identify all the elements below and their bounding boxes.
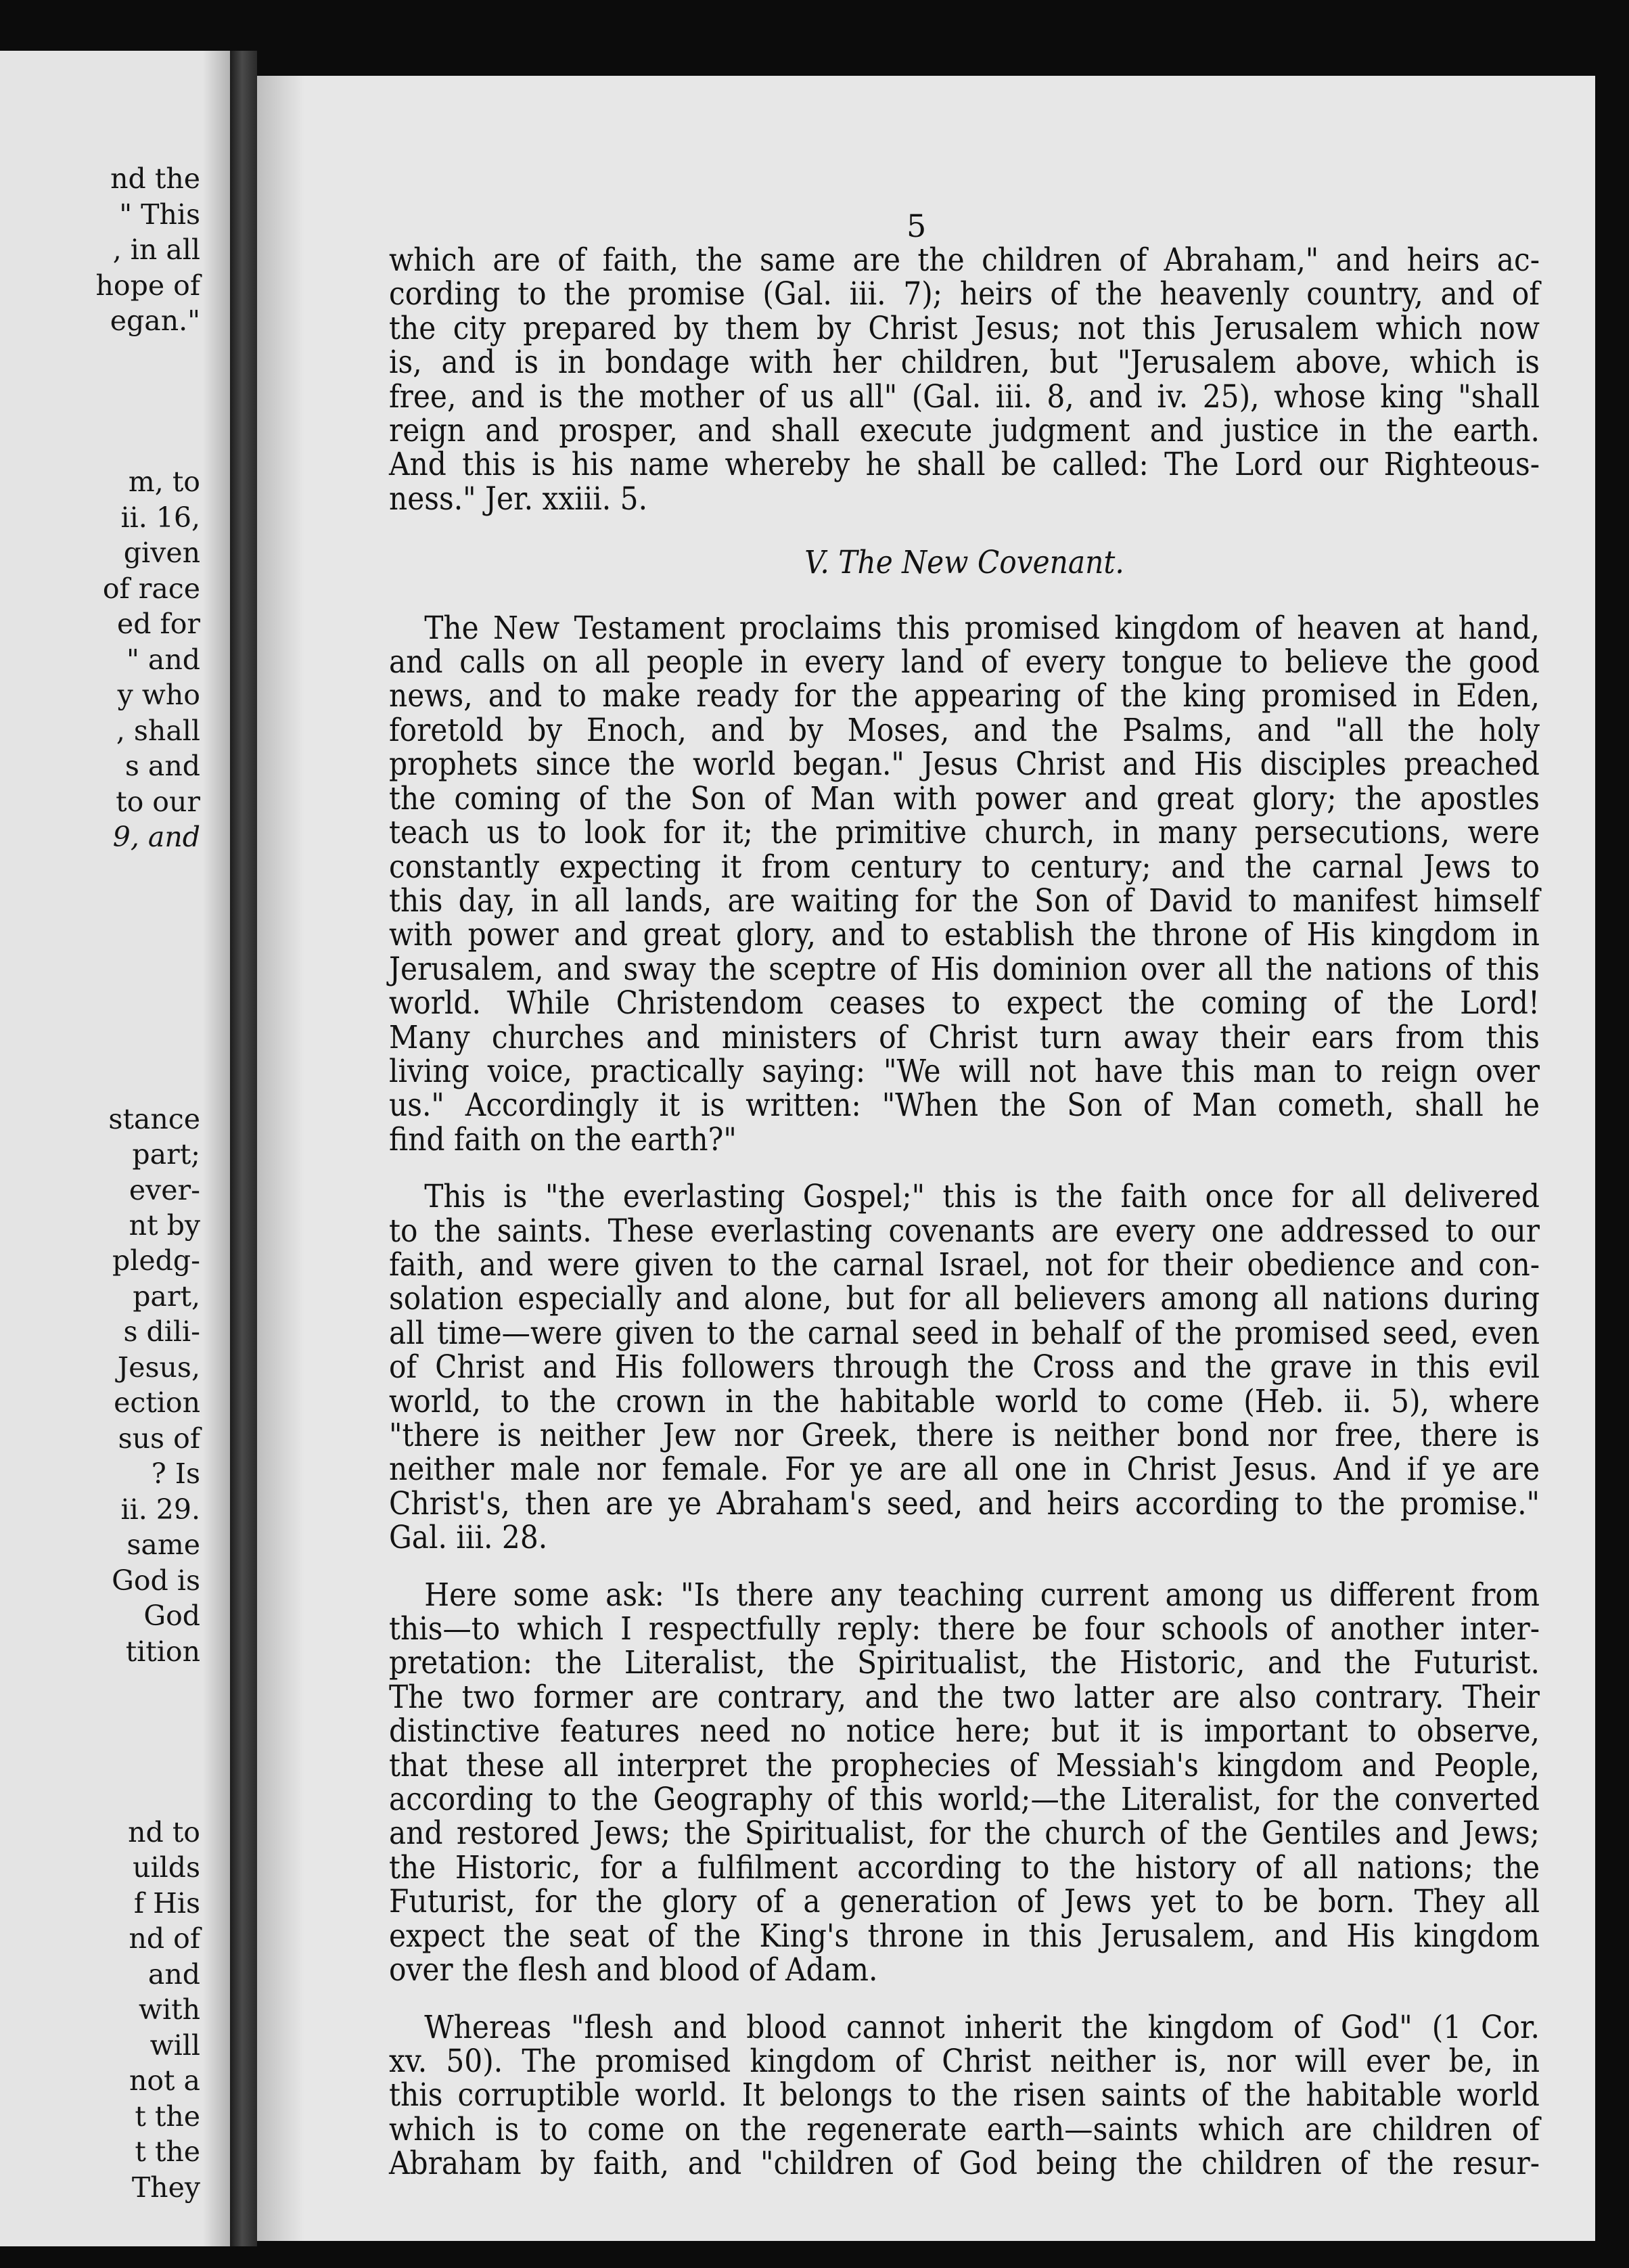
text-line: This is "the everlasting Gospel;" this is the faith once for all delivered <box>424 1178 1540 1216</box>
previous-page-line: not a <box>129 2064 200 2097</box>
text-line: the city prepared by them by Christ Jesus; not this Jerusalem which now <box>389 309 1540 347</box>
paragraph-four-schools <box>389 1576 1540 1989</box>
page-text <box>389 244 1540 2181</box>
text-line: this corruptible world. It belongs to the risen saints of the habitable world <box>389 2077 1540 2114</box>
text-line: foretold by Enoch, and by Moses, and the Psalms, and "all the holy <box>389 711 1540 749</box>
previous-page-line: stance <box>108 1102 200 1135</box>
previous-page-line: " and <box>127 643 200 676</box>
text-line: us." Accordingly it is written: "When the Son of Man cometh, shall he <box>389 1087 1540 1125</box>
text-line: Christ's, then are ye Abraham's seed, and heirs according to the promise." <box>389 1484 1540 1522</box>
previous-page-line: s and <box>124 750 200 783</box>
previous-page-line: ? Is <box>151 1457 200 1491</box>
section-heading: V. The New Covenant. <box>804 544 1124 582</box>
paragraph-new-testament <box>389 609 1540 1158</box>
text-line: world, to the crown in the habitable world to come (Heb. ii. 5), where <box>389 1382 1540 1420</box>
paragraph-flesh-and-blood <box>389 2008 1540 2183</box>
text-line: which are of faith, the same are the children of Abraham," and heirs ac- <box>389 242 1540 279</box>
text-line: find faith on the earth?" <box>389 1120 737 1158</box>
previous-page-line: m, to <box>128 466 200 499</box>
text-line: distinctive features need no notice here; but it is important to observe, <box>389 1713 1540 1750</box>
previous-page-line: God <box>143 1600 200 1633</box>
text-line: Jerusalem, and sway the sceptre of His dominion over all the nations of this <box>389 950 1540 988</box>
text-line: The New Testament proclaims this promised kingdom of heaven at hand, <box>424 609 1540 647</box>
text-line: living voice, practically saying: "We will not have this man to reign over <box>389 1052 1540 1090</box>
text-line: all time—were given to the carnal seed in behalf of the promised seed, even <box>389 1314 1540 1352</box>
text-line: neither male nor female. For ye are all one in Christ Jesus. And if ye are <box>389 1451 1540 1489</box>
text-line: and calls on all people in every land of every tongue to believe the good <box>389 643 1540 681</box>
text-line: is, and is in bondage with her children, but "Jerusalem above, which is <box>389 344 1540 382</box>
previous-page-line: pledg- <box>112 1244 200 1277</box>
main-page <box>257 76 1595 2241</box>
text-line: news, and to make ready for the appearing of the king promised in Eden, <box>389 677 1540 715</box>
text-line: this—to which I respectfully reply: there be four schools of another inter- <box>389 1610 1540 1648</box>
previous-page-line: , in all <box>112 233 200 267</box>
text-line: free, and is the mother of us all" (Gal. iii. 8, and iv. 25), whose king "shall <box>389 378 1540 415</box>
previous-page-line: uilds <box>133 1851 200 1884</box>
previous-page-line: nd the <box>110 162 200 196</box>
previous-page-line: ever- <box>129 1173 200 1206</box>
text-line: xv. 50). The promised kingdom of Christ neither is, nor will ever be, in <box>389 2042 1540 2080</box>
previous-page-line: same <box>127 1528 200 1562</box>
previous-page-line: sus of <box>118 1422 200 1455</box>
text-line: Many churches and ministers of Christ turn away their ears from this <box>389 1018 1540 1056</box>
previous-page-line: t the <box>135 2100 200 2133</box>
page-edge-shadow <box>203 51 230 2246</box>
previous-page-line: ii. 29. <box>120 1493 200 1526</box>
text-line: the Historic, for a fulfilment according to the history of all nations; the <box>389 1849 1540 1886</box>
previous-page-line: with <box>138 1993 200 2026</box>
text-line: prophets since the world began." Jesus Christ and His disciples preached <box>389 746 1540 784</box>
previous-page-line: y who <box>117 679 200 712</box>
text-line: Futurist, for the glory of a generation of Jews yet to be born. They all <box>389 1883 1540 1921</box>
paragraph-everlasting-gospel <box>389 1180 1540 1555</box>
text-line: that these all interpret the prophecies of Messiah's kingdom and People, <box>389 1746 1540 1784</box>
previous-page-line: Jesus, <box>117 1351 200 1384</box>
previous-page-line: nt by <box>129 1208 200 1242</box>
previous-page-line: hope of <box>95 269 200 302</box>
previous-page-line: 9, and <box>112 821 200 854</box>
previous-page-line: to our <box>116 785 200 818</box>
previous-page-line: ii. 16, <box>120 501 200 534</box>
previous-page-line: f His <box>133 1886 200 1920</box>
text-line: "there is neither Jew nor Greek, there is neither bond nor free, there is <box>389 1417 1540 1454</box>
previous-page-line: and <box>147 1957 200 1991</box>
previous-page-line: They <box>131 2171 200 2204</box>
text-line: to the saints. These everlasting covenants are every one addressed to our <box>389 1212 1540 1250</box>
previous-page-line: nd to <box>128 1815 200 1849</box>
text-line: which is to come on the regenerate earth—saints which are children of <box>389 2110 1540 2148</box>
previous-page-line: part; <box>132 1138 200 1171</box>
text-line: ness." Jer. xxiii. 5. <box>389 480 648 518</box>
previous-page-line: " This <box>119 198 200 231</box>
text-line: The two former are contrary, and the two latter are also contrary. Their <box>389 1678 1540 1716</box>
text-line: faith, and were given to the carnal Israel, not for their obedience and con- <box>389 1246 1540 1284</box>
text-line: pretation: the Literalist, the Spiritualist, the Historic, and the Futurist. <box>389 1644 1540 1682</box>
text-line: of Christ and His followers through the Cross and the grave in this evil <box>389 1348 1540 1386</box>
previous-page-line: part, <box>133 1279 200 1313</box>
previous-page-fragment <box>0 51 230 2246</box>
text-line: Whereas "flesh and blood cannot inherit the kingdom of God" (1 Cor. <box>424 2008 1540 2046</box>
text-line: and restored Jews; the Spiritualist, for the church of the Gentiles and Jews; <box>389 1815 1540 1853</box>
previous-page-line: s dili- <box>123 1315 200 1348</box>
text-line: teach us to look for it; the primitive church, in many persecutions, were <box>389 814 1540 852</box>
previous-page-line: tition <box>125 1635 200 1668</box>
previous-page-line: , shall <box>116 714 200 747</box>
previous-page-line: egan." <box>110 304 200 338</box>
text-line: the coming of the Son of Man with power and great glory; the apostles <box>389 779 1540 817</box>
text-line: solation especially and alone, but for all believers among all nations during <box>389 1280 1540 1318</box>
text-line: expect the seat of the King's throne in this Jerusalem, and His kingdom <box>389 1917 1540 1955</box>
text-line: cording to the promise (Gal. iii. 7); heirs of the heavenly country, and of <box>389 275 1540 313</box>
text-line: Here some ask: "Is there any teaching current among us different from <box>424 1576 1540 1614</box>
text-line: with power and great glory, and to establish the throne of His kingdom in <box>389 916 1540 954</box>
previous-page-line: will <box>150 2028 200 2062</box>
previous-page-line: of race <box>102 572 200 605</box>
book-gutter <box>230 51 257 2246</box>
text-line: this day, in all lands, are waiting for the Son of David to manifest himself <box>389 882 1540 920</box>
text-line: reign and prosper, and shall execute judgment and justice in the earth. <box>389 412 1540 450</box>
previous-page-line: given <box>123 537 200 570</box>
text-line: over the flesh and blood of Adam. <box>389 1951 878 1989</box>
spine-shade <box>257 76 304 2241</box>
text-line: according to the Geography of this world;—the Literalist, for the converted <box>389 1781 1540 1819</box>
previous-page-line: ed for <box>117 608 200 641</box>
previous-page-line: nd of <box>129 1922 200 1955</box>
text-line: constantly expecting it from century to century; and the carnal Jews to <box>389 848 1540 886</box>
text-line: Abraham by faith, and "children of God being the children of the resur- <box>389 2145 1540 2183</box>
previous-page-line: God is <box>112 1564 200 1597</box>
previous-page-line: t the <box>135 2135 200 2169</box>
page-number: 5 <box>907 208 927 244</box>
text-line: Gal. iii. 28. <box>389 1519 548 1557</box>
text-line: And this is his name whereby he shall be called: The Lord our Righteous- <box>389 446 1540 484</box>
previous-page-line: ection <box>114 1386 200 1420</box>
text-line: world. While Christendom ceases to expect the coming of the Lord! <box>389 984 1540 1022</box>
paragraph-abraham-heirs <box>389 244 1540 516</box>
